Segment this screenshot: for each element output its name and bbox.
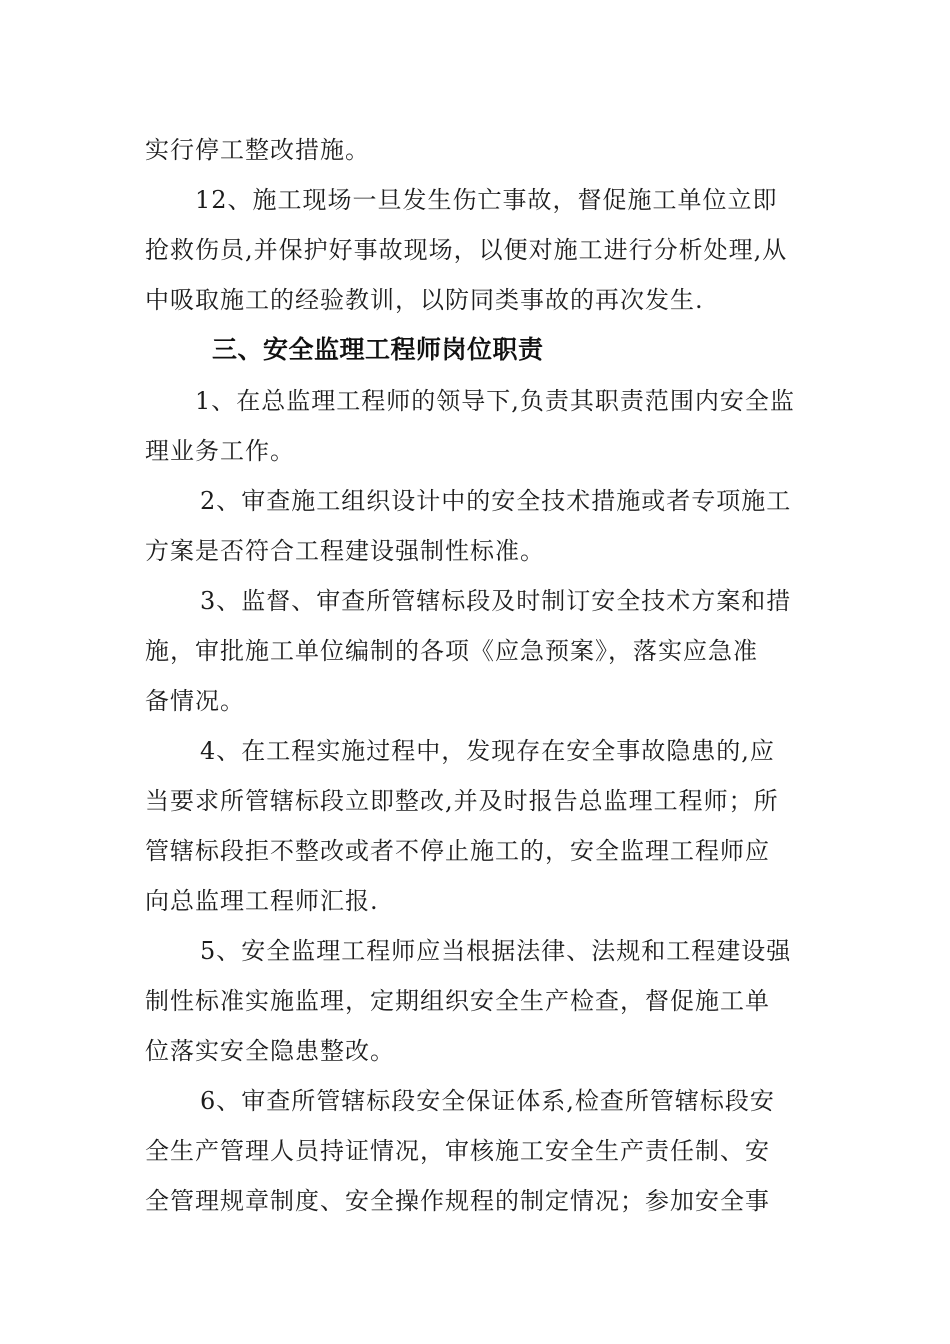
text-line-8: 2、审查施工组织设计中的安全技术措施或者专项施工 — [200, 487, 792, 515]
text-line-14: 当要求所管辖标段立即整改,并及时报告总监理工程师；所 — [145, 787, 779, 815]
text-line-17: 5、安全监理工程师应当根据法律、法规和工程建设强 — [200, 937, 792, 965]
text-line-15: 管辖标段拒不整改或者不停止施工的，安全监理工程师应 — [145, 837, 770, 865]
text-line-19: 位落实安全隐患整改。 — [145, 1037, 395, 1065]
text-line-1: 实行停工整改措施。 — [145, 136, 370, 164]
text-line-22: 全管理规章制度、安全操作规程的制定情况；参加安全事 — [145, 1187, 770, 1215]
text-line-13: 4、在工程实施过程中，发现存在安全事故隐患的,应 — [200, 737, 775, 765]
text-line-4: 中吸取施工的经验教训，以防同类事故的再次发生. — [145, 286, 704, 314]
text-line-6: 1、在总监理工程师的领导下,负责其职责范围内安全监 — [195, 387, 795, 415]
text-line-2: 12、施工现场一旦发生伤亡事故，督促施工单位立即 — [195, 186, 778, 214]
text-line-18: 制性标准实施监理，定期组织安全生产检查，督促施工单 — [145, 987, 770, 1015]
text-line-3: 抢救伤员,并保护好事故现场，以便对施工进行分析处理,从 — [145, 236, 788, 264]
text-line-10: 3、监督、审查所管辖标段及时制订安全技术方案和措 — [200, 587, 792, 615]
text-line-9: 方案是否符合工程建设强制性标准。 — [145, 537, 545, 565]
text-line-11: 施，审批施工单位编制的各项《应急预案》，落实应急准 — [145, 637, 758, 665]
text-line-20: 6、审查所管辖标段安全保证体系,检查所管辖标段安 — [200, 1087, 775, 1115]
text-line-21: 全生产管理人员持证情况，审核施工安全生产责任制、安 — [145, 1137, 770, 1165]
text-line-12: 备情况。 — [145, 687, 245, 715]
section-heading: 三、安全监理工程师岗位职责 — [212, 335, 544, 364]
text-line-7: 理业务工作。 — [145, 437, 295, 465]
text-line-16: 向总监理工程师汇报. — [145, 887, 379, 915]
